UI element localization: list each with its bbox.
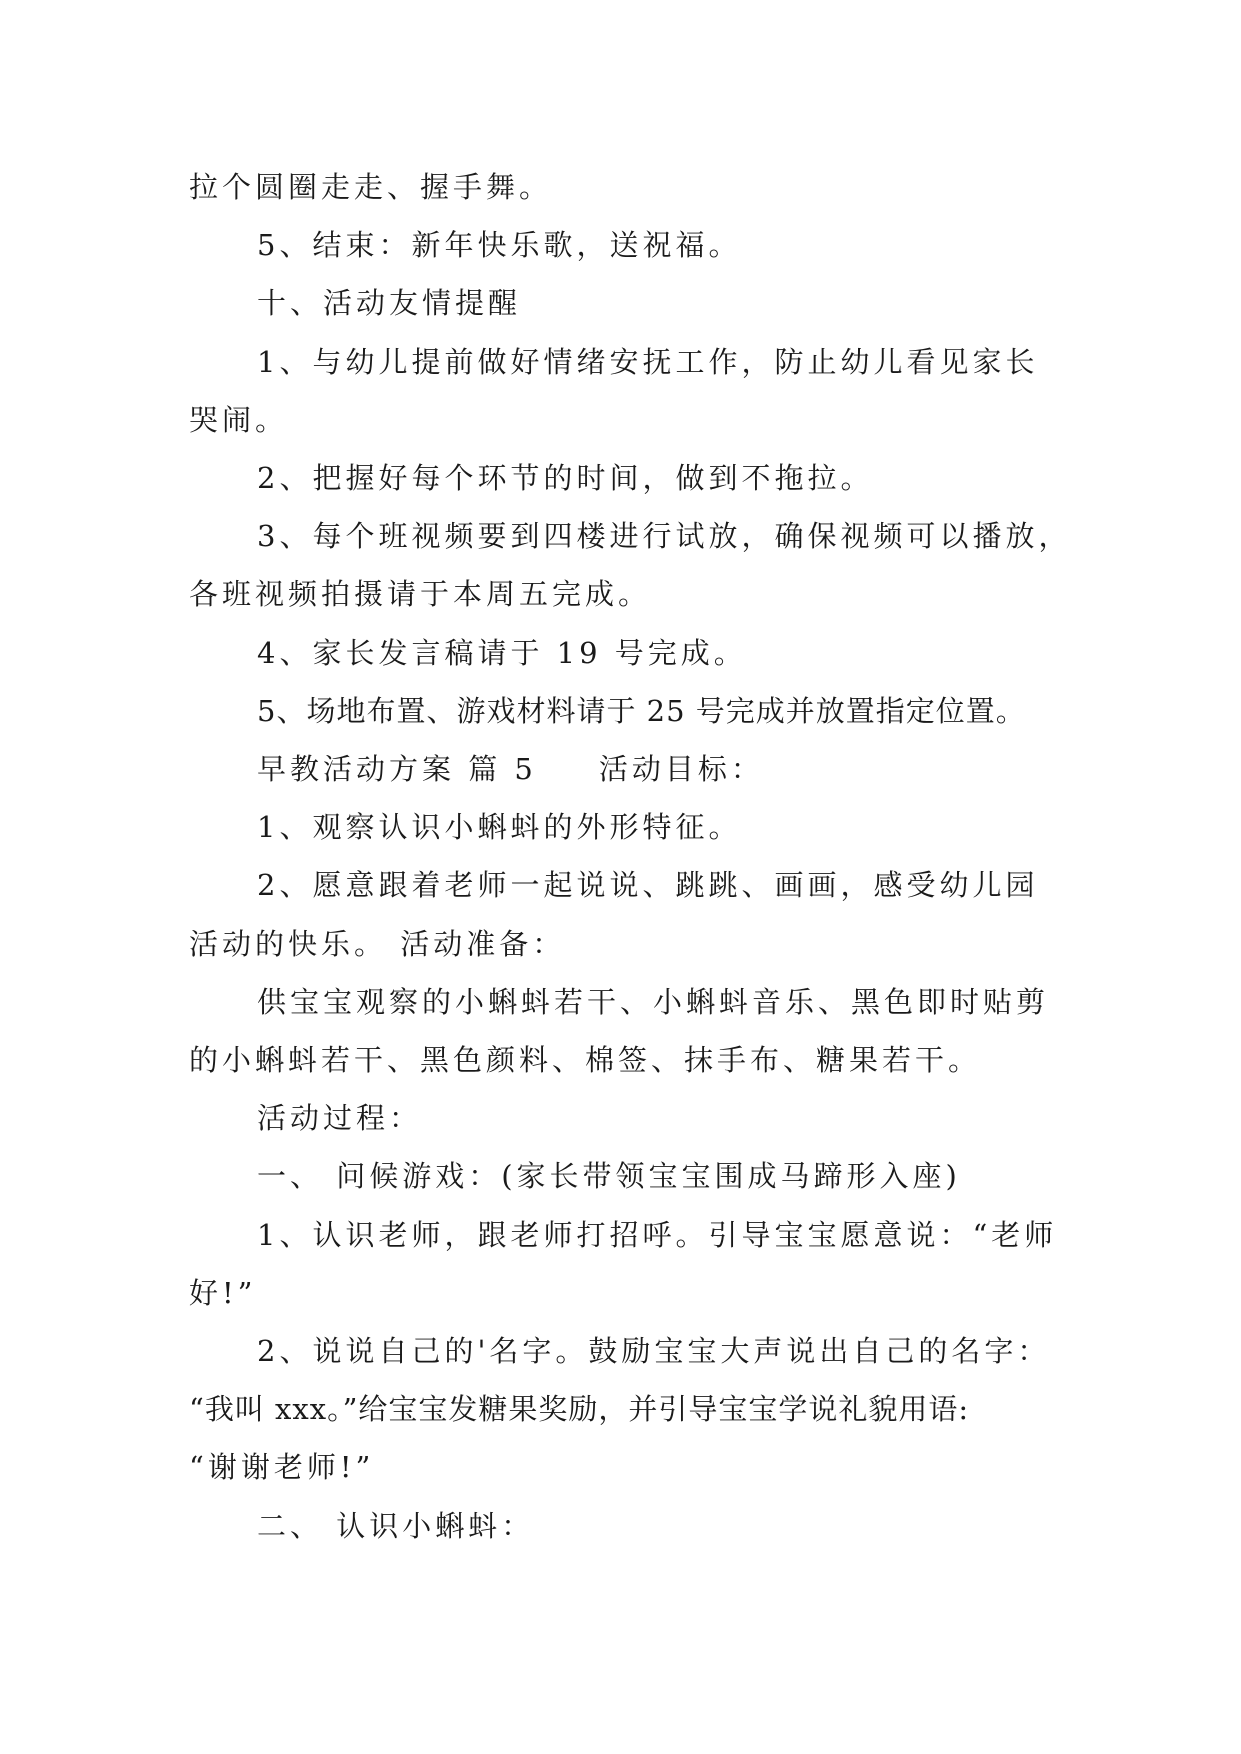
text-line: “谢谢老师!” <box>189 1450 375 1485</box>
paragraph <box>189 449 1059 507</box>
paragraph <box>189 856 1059 972</box>
subheading: 活动目标： <box>598 752 764 787</box>
paragraph <box>189 1322 1059 1497</box>
text-line: 2、说说自己的'名字。鼓励宝宝大声说出自己的名字： <box>257 1334 1051 1369</box>
text-line: 各班视频拍摄请于本周五完成。 <box>189 577 652 612</box>
paragraph <box>189 973 1059 1089</box>
section-heading <box>189 740 1059 798</box>
text-line: 供宝宝观察的小蝌蚪若干、小蝌蚪音乐、黑色即时贴剪 <box>257 984 1050 1019</box>
text-line: 哭闹。 <box>189 402 289 437</box>
paragraph <box>189 1147 1059 1205</box>
paragraph <box>189 333 1059 449</box>
paragraph <box>189 624 1059 682</box>
paragraph <box>189 1206 1059 1322</box>
paragraph <box>189 507 1072 623</box>
text-line: 拉个圆圈走走、握手舞。 <box>189 170 553 204</box>
section-heading <box>189 1497 1059 1555</box>
paragraph <box>189 216 1059 274</box>
text-line: “我叫 xxx。”给宝宝发糖果奖励，并引导宝宝学说礼貌用语: <box>189 1392 970 1427</box>
text-line: 一、 问候游戏：(家长带领宝宝围成马蹄形入座) <box>257 1159 961 1194</box>
text-line: 5、结束：新年快乐歌，送祝福。 <box>257 228 742 263</box>
text-line: 3、每个班视频要到四楼进行试放，确保视频可以播放， <box>257 519 1072 554</box>
text-line: 5、场地布置、游戏材料请于 25 号完成并放置指定位置。 <box>257 693 1026 728</box>
text-line <box>189 740 1059 798</box>
paragraph <box>189 158 1059 216</box>
document-body <box>189 158 1072 1555</box>
text-line: 十、活动友情提醒 <box>257 286 522 321</box>
text-line: 的小蝌蚪若干、黑色颜料、棉签、抹手布、糖果若干。 <box>189 1043 982 1078</box>
text-line: 二、 认识小蝌蚪： <box>257 1508 535 1543</box>
text-line: 活动过程： <box>257 1101 423 1136</box>
text-line: 2、把握好每个环节的时间，做到不拖拉。 <box>257 461 874 496</box>
paragraph <box>189 682 1059 740</box>
text-line: 活动的快乐。 活动准备： <box>189 926 566 961</box>
section-heading <box>189 1089 1059 1147</box>
text-line: 1、认识老师，跟老师打招呼。引导宝宝愿意说：“老师 <box>257 1217 1058 1252</box>
paragraph <box>189 798 1059 856</box>
plan-title: 早教活动方案 篇 5 <box>257 752 537 787</box>
text-line: 1、观察认识小蝌蚪的外形特征。 <box>257 810 742 845</box>
text-line: 好!” <box>189 1275 257 1310</box>
text-line: 4、家长发言稿请于 19 号完成。 <box>257 635 747 670</box>
text-line: 1、与幼儿提前做好情绪安抚工作，防止幼儿看见家长 <box>257 344 1039 379</box>
text-line: 2、愿意跟着老师一起说说、跳跳、画画，感受幼儿园 <box>257 868 1039 903</box>
section-heading <box>189 274 1059 332</box>
